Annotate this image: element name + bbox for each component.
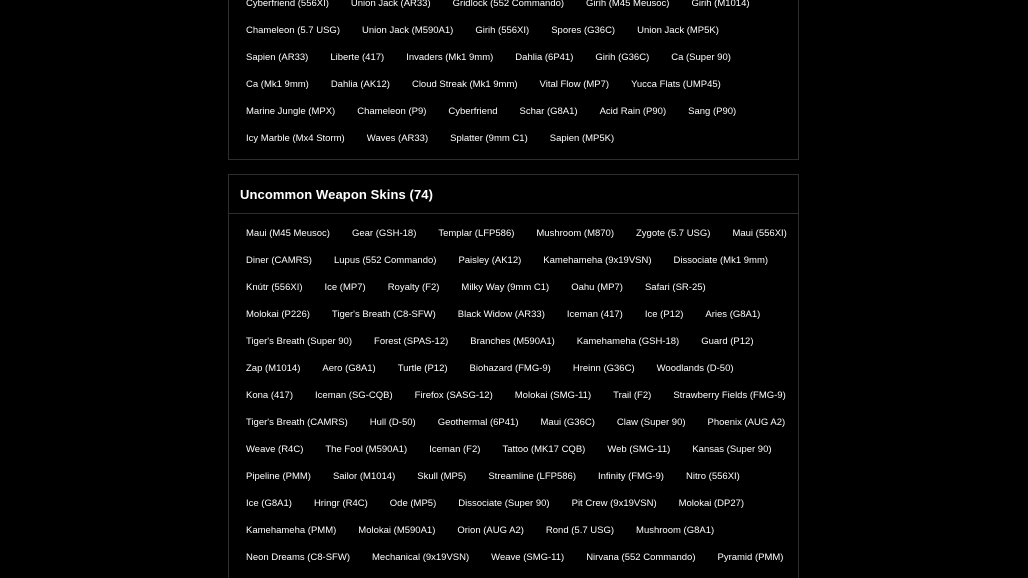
uncommon-skins-grid: [229, 214, 798, 571]
skin-item[interactable]: Streamline (LFP586): [488, 471, 576, 482]
skin-item[interactable]: Web (SMG-11): [607, 444, 671, 455]
skin-row: [235, 125, 798, 152]
skin-item[interactable]: The Fool (M590A1): [325, 444, 408, 455]
skin-item[interactable]: Mushroom (M870): [536, 228, 614, 239]
skin-row: [235, 544, 798, 571]
skin-item[interactable]: Templar (LFP586): [438, 228, 515, 239]
skin-item[interactable]: Aero (G8A1): [322, 363, 376, 374]
skin-item[interactable]: Firefox (SASG-12): [414, 390, 493, 401]
skin-row: [235, 517, 798, 544]
skin-row: [235, 274, 798, 301]
skin-item[interactable]: Kamehameha (9x19VSN): [543, 255, 652, 266]
skin-item[interactable]: Union Jack (MP5K): [637, 25, 719, 36]
skin-item[interactable]: Orion (AUG A2): [457, 525, 524, 536]
skin-item[interactable]: Gear (GSH-18): [351, 228, 417, 239]
skin-item[interactable]: Girih (556XI): [475, 25, 530, 36]
skin-item[interactable]: Nirvana (552 Commando): [586, 552, 696, 563]
skin-row: [235, 44, 798, 71]
skin-item[interactable]: Zap (M1014): [246, 363, 301, 374]
skin-row: [235, 0, 798, 17]
skin-item[interactable]: Tiger's Breath (C8-SFW): [331, 309, 436, 320]
skin-item[interactable]: Dissociate (Super 90): [458, 498, 550, 509]
skin-item[interactable]: Infinity (FMG-9): [598, 471, 664, 482]
skin-item[interactable]: Girih (M45 Meusoc): [586, 0, 670, 9]
uncommon-skins-title: Uncommon Weapon Skins (74): [240, 186, 434, 202]
skin-item[interactable]: Ca (Super 90): [671, 52, 731, 63]
skin-item[interactable]: Sapien (AR33): [246, 52, 309, 63]
skin-item[interactable]: Molokai (DP27): [678, 498, 745, 509]
skin-item[interactable]: Maui (G36C): [540, 417, 595, 428]
skin-item[interactable]: Union Jack (AR33): [350, 0, 431, 9]
skin-item[interactable]: Molokai (SMG-11): [514, 390, 592, 401]
rare-skins-grid: [229, 0, 798, 152]
skin-item[interactable]: Hreinn (G36C): [572, 363, 635, 374]
skin-item[interactable]: Black Widow (AR33): [457, 309, 545, 320]
skin-item[interactable]: Zygote (5.7 USG): [636, 228, 711, 239]
skin-item[interactable]: Dissociate (Mk1 9mm): [673, 255, 769, 266]
skin-item[interactable]: Biohazard (FMG-9): [469, 363, 551, 374]
skin-item[interactable]: Neon Dreams (C8-SFW): [246, 552, 350, 563]
skin-item[interactable]: Kona (417): [246, 390, 294, 401]
skin-item[interactable]: Iceman (SG-CQB): [315, 390, 393, 401]
skin-item[interactable]: Claw (Super 90): [616, 417, 686, 428]
skin-item[interactable]: Pit Crew (9x19VSN): [571, 498, 657, 509]
skin-item[interactable]: Invaders (Mk1 9mm): [406, 52, 494, 63]
skin-item[interactable]: Safari (SR-25): [644, 282, 706, 293]
skin-item[interactable]: Splatter (9mm C1): [450, 133, 528, 144]
skin-item[interactable]: Waves (AR33): [366, 133, 429, 144]
skin-item[interactable]: Hringr (R4C): [313, 498, 368, 509]
skin-row: [235, 301, 798, 328]
skin-item[interactable]: Diner (CAMRS): [246, 255, 312, 266]
skin-item[interactable]: Oahu (MP7): [571, 282, 623, 293]
skin-item[interactable]: Maui (M45 Meusoc): [246, 228, 330, 239]
uncommon-skins-header: [229, 175, 798, 214]
skin-item[interactable]: Molokai (P226): [246, 309, 310, 320]
skin-item[interactable]: Gridlock (552 Commando): [452, 0, 565, 9]
skin-row: [235, 490, 798, 517]
skin-item[interactable]: Geothermal (6P41): [437, 417, 519, 428]
skin-item[interactable]: Weave (SMG-11): [491, 552, 565, 563]
skin-row: [235, 463, 798, 490]
skin-item[interactable]: Tattoo (MK17 CQB): [502, 444, 586, 455]
skin-row: [235, 220, 798, 247]
skin-item[interactable]: Kamehameha (GSH-18): [576, 336, 680, 347]
skin-item[interactable]: Rond (5.7 USG): [545, 525, 615, 536]
skin-item[interactable]: Woodlands (D-50): [656, 363, 734, 374]
skin-item[interactable]: Kamehameha (PMM): [246, 525, 337, 536]
skin-item[interactable]: Pyramid (PMM): [717, 552, 784, 563]
skin-item[interactable]: Cyberfriend: [448, 106, 498, 117]
skin-item[interactable]: Liberte (417): [330, 52, 385, 63]
skin-item[interactable]: Nitro (556XI): [685, 471, 740, 482]
skin-item[interactable]: Molokai (M590A1): [358, 525, 436, 536]
skin-row: [235, 71, 798, 98]
skin-item[interactable]: Royalty (F2): [387, 282, 440, 293]
rare-skins-card: [228, 0, 799, 160]
skin-item[interactable]: Union Jack (M590A1): [361, 25, 454, 36]
skin-item[interactable]: Lupus (552 Commando): [333, 255, 437, 266]
skin-item[interactable]: Skull (MP5): [417, 471, 467, 482]
skin-item[interactable]: Tiger's Breath (CAMRS): [246, 417, 348, 428]
skin-item[interactable]: Ca (Mk1 9mm): [246, 79, 309, 90]
skin-item[interactable]: Iceman (417): [566, 309, 623, 320]
skin-item[interactable]: Spores (G36C): [551, 25, 616, 36]
skin-item[interactable]: Iceman (F2): [429, 444, 481, 455]
skin-item[interactable]: Cyberfriend (556XI): [246, 0, 329, 9]
skin-item[interactable]: Branches (M590A1): [470, 336, 555, 347]
skin-item[interactable]: Trail (F2): [613, 390, 652, 401]
skin-item[interactable]: Turtle (P12): [397, 363, 448, 374]
skin-item[interactable]: Ice (P12): [644, 309, 684, 320]
skin-item[interactable]: Mechanical (9x19VSN): [372, 552, 470, 563]
skin-item[interactable]: Girih (M1014): [691, 0, 750, 9]
skin-row: [235, 436, 798, 463]
skin-item[interactable]: Schar (G8A1): [519, 106, 578, 117]
skin-item[interactable]: Acid Rain (P90): [599, 106, 667, 117]
skin-item[interactable]: Chameleon (P9): [357, 106, 427, 117]
skin-item[interactable]: Strawberry Fields (FMG-9): [673, 390, 786, 401]
skin-row: [235, 382, 798, 409]
skin-item[interactable]: Maui (556XI): [732, 228, 787, 239]
skin-row: [235, 17, 798, 44]
skin-row: [235, 247, 798, 274]
skin-item[interactable]: Milky Way (9mm C1): [461, 282, 550, 293]
skin-item[interactable]: Sang (P90): [688, 106, 737, 117]
uncommon-skins-card: [228, 174, 799, 578]
skin-item[interactable]: Forest (SPAS-12): [374, 336, 449, 347]
skin-item[interactable]: Paisley (AK12): [458, 255, 522, 266]
skin-item[interactable]: Marine Jungle (MPX): [246, 106, 336, 117]
skin-item[interactable]: Weave (R4C): [246, 444, 304, 455]
skin-item[interactable]: Pipeline (PMM): [246, 471, 311, 482]
skin-item[interactable]: Dahlia (AK12): [330, 79, 390, 90]
skin-row: [235, 355, 798, 382]
skin-item[interactable]: Ode (MP5): [389, 498, 437, 509]
skin-item[interactable]: Yucca Flats (UMP45): [631, 79, 721, 90]
skin-item[interactable]: Vital Flow (MP7): [539, 79, 610, 90]
skin-item[interactable]: Sapien (MP5K): [549, 133, 615, 144]
skin-item[interactable]: Ice (MP7): [324, 282, 366, 293]
skin-item[interactable]: Girih (G36C): [595, 52, 650, 63]
skin-row: [235, 328, 798, 355]
skin-item[interactable]: Phoenix (AUG A2): [707, 417, 786, 428]
skin-item[interactable]: Tiger's Breath (Super 90): [246, 336, 353, 347]
skin-item[interactable]: Sailor (M1014): [332, 471, 396, 482]
skin-item[interactable]: Hull (D-50): [369, 417, 416, 428]
skin-item[interactable]: Icy Marble (Mx4 Storm): [246, 133, 345, 144]
skin-item[interactable]: Dahlia (6P41): [515, 52, 574, 63]
skin-item[interactable]: Guard (P12): [701, 336, 754, 347]
skin-item[interactable]: Kansas (Super 90): [692, 444, 772, 455]
skin-item[interactable]: Ice (G8A1): [246, 498, 292, 509]
skin-item[interactable]: Mushroom (G8A1): [636, 525, 715, 536]
skin-item[interactable]: Chameleon (5.7 USG): [246, 25, 340, 36]
skin-item[interactable]: Cloud Streak (Mk1 9mm): [411, 79, 518, 90]
skin-item[interactable]: Aries (G8A1): [705, 309, 761, 320]
skin-row: [235, 98, 798, 125]
skin-row: [235, 409, 798, 436]
skin-item[interactable]: Knútr (556XI): [246, 282, 303, 293]
